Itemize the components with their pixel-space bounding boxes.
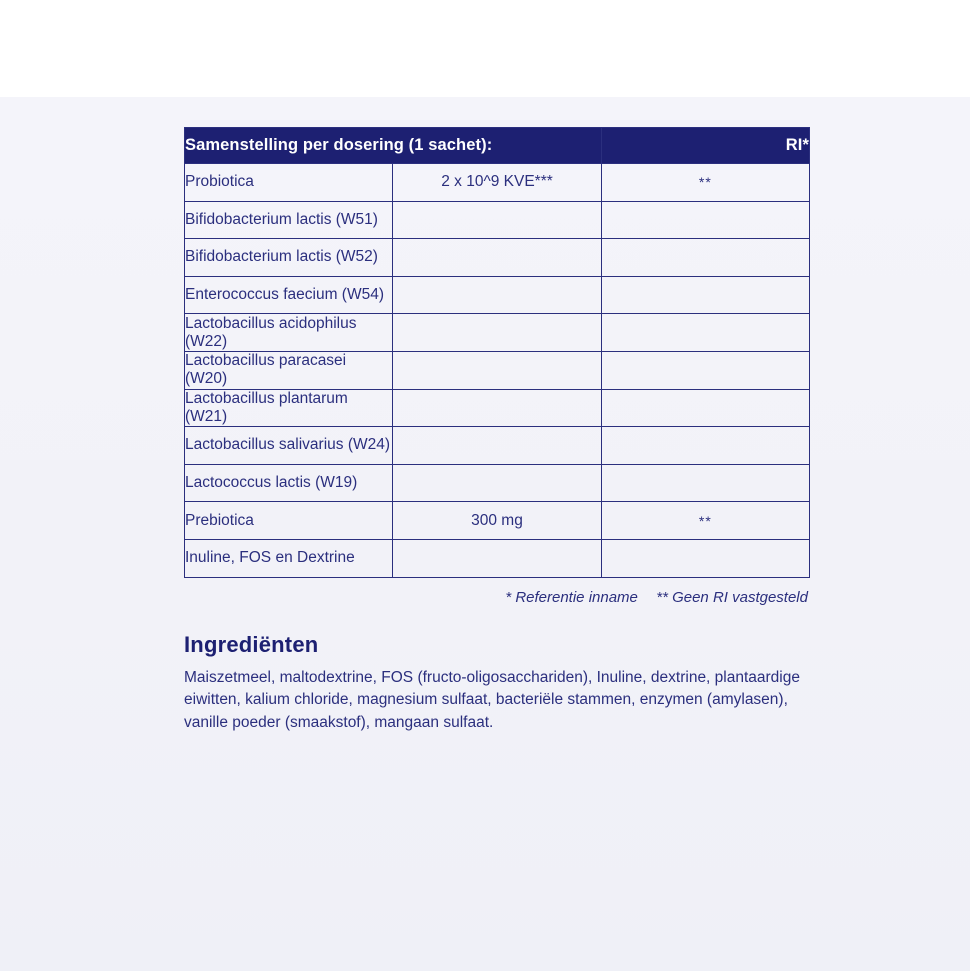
table-body (185, 164, 810, 578)
row-amount (393, 351, 601, 389)
table-row (185, 539, 810, 577)
row-ri: ** (601, 164, 809, 202)
table-header (185, 128, 810, 164)
row-ri (601, 239, 809, 277)
composition-table (184, 127, 810, 578)
ingredients-title: Ingrediënten (184, 631, 319, 657)
table-row (185, 464, 810, 502)
ingredients-body: Maiszetmeel, maltodextrine, FOS (fructo-oligosacchariden), Inuline, dextrine, plantaardige eiwitten, kalium chloride, magnesium sulfaat, bacteriële stammen, enzymen (amylasen), vanille poeder (smaakstof), mangaan sulfaat. (184, 668, 800, 731)
row-ri (601, 464, 809, 502)
table-row (185, 427, 810, 465)
row-amount (393, 314, 601, 352)
row-ri (601, 539, 809, 577)
row-amount (393, 464, 601, 502)
footnote (184, 589, 810, 606)
row-ri (601, 427, 809, 465)
row-ri (601, 351, 809, 389)
row-ri (601, 389, 809, 427)
row-name: Probiotica (185, 164, 393, 202)
ingredients-section (184, 632, 810, 735)
table-header-row (185, 128, 810, 164)
row-amount: 300 mg (393, 502, 601, 540)
row-name: Prebiotica (185, 502, 393, 540)
table-row (185, 276, 810, 314)
row-name: Lactobacillus paracasei (W20) (185, 351, 393, 389)
row-name: Bifidobacterium lactis (W52) (185, 239, 393, 277)
row-amount: 2 x 10^9 KVE*** (393, 164, 601, 202)
row-amount (393, 389, 601, 427)
row-name: Lactobacillus plantarum (W21) (185, 389, 393, 427)
row-ri (601, 201, 809, 239)
row-name: Inuline, FOS en Dextrine (185, 539, 393, 577)
table-row (185, 239, 810, 277)
row-name: Lactococcus lactis (W19) (185, 464, 393, 502)
row-name: Enterococcus faecium (W54) (185, 276, 393, 314)
row-name: Bifidobacterium lactis (W51) (185, 201, 393, 239)
table-row (185, 314, 810, 352)
row-amount (393, 427, 601, 465)
row-ri: ** (601, 502, 809, 540)
table-row (185, 351, 810, 389)
row-ri (601, 314, 809, 352)
row-name: Lactobacillus salivarius (W24) (185, 427, 393, 465)
table-row (185, 389, 810, 427)
table-header-title: Samenstelling per dosering (1 sachet): (185, 128, 602, 164)
row-amount (393, 201, 601, 239)
row-amount (393, 539, 601, 577)
row-amount (393, 239, 601, 277)
footnote-no-ri: ** Geen RI vastgesteld (656, 588, 808, 606)
row-name: Lactobacillus acidophilus (W22) (185, 314, 393, 352)
table-header-ri: RI* (601, 128, 809, 164)
table-row (185, 201, 810, 239)
table-row (185, 502, 810, 540)
table-row (185, 164, 810, 202)
footnote-reference-intake: * Referentie inname (505, 588, 638, 606)
content-wrapper (184, 127, 810, 734)
row-ri (601, 276, 809, 314)
row-amount (393, 276, 601, 314)
